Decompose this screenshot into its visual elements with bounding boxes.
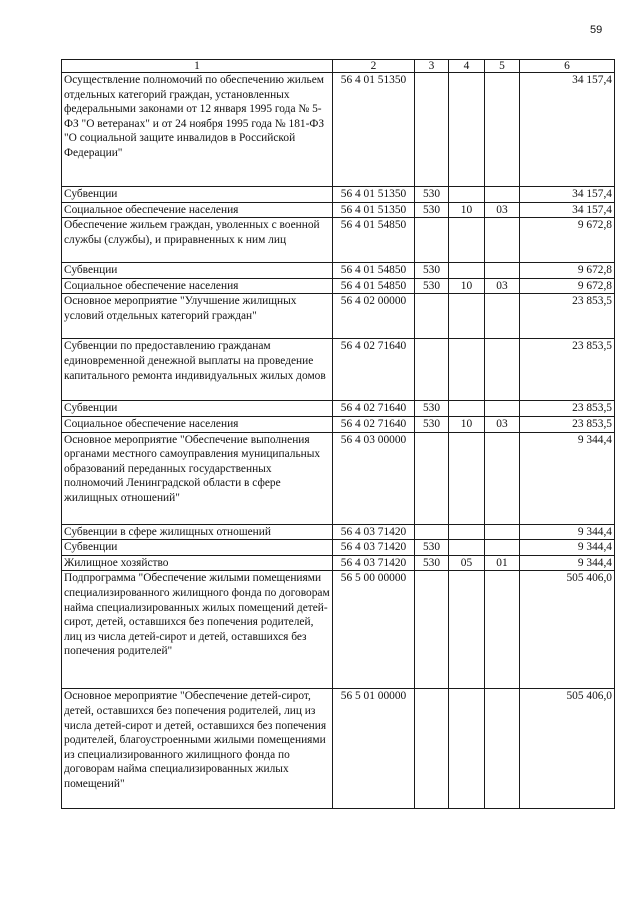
row-amount: 9 344,4 [520, 540, 615, 556]
row-amount: 505 406,0 [520, 689, 615, 809]
row-col4: 10 [449, 278, 485, 294]
column-header: 2 [333, 60, 415, 73]
row-col4 [449, 432, 485, 524]
table-row [62, 202, 615, 218]
row-name: Обеспечение жильем граждан, уволенных с военной службы (службы), и приравненных к ним лиц [62, 218, 333, 263]
row-name: Субвенции [62, 401, 333, 417]
row-code: 56 4 03 71420 [333, 540, 415, 556]
row-col5: 03 [485, 278, 520, 294]
row-col5: 01 [485, 555, 520, 571]
row-amount: 34 157,4 [520, 187, 615, 203]
budget-table [61, 59, 615, 809]
row-col5 [485, 540, 520, 556]
row-col4: 05 [449, 555, 485, 571]
row-amount: 505 406,0 [520, 571, 615, 689]
table-row [62, 294, 615, 339]
table-row [62, 571, 615, 689]
row-col3 [415, 339, 449, 401]
column-header: 6 [520, 60, 615, 73]
row-col5 [485, 263, 520, 279]
table-row [62, 416, 615, 432]
row-amount: 23 853,5 [520, 294, 615, 339]
row-name: Субвенции [62, 263, 333, 279]
table-row [62, 689, 615, 809]
row-amount: 34 157,4 [520, 202, 615, 218]
row-col3 [415, 432, 449, 524]
row-code: 56 4 01 51350 [333, 202, 415, 218]
row-col3: 530 [415, 187, 449, 203]
row-col5 [485, 432, 520, 524]
row-name: Осуществление полномочий по обеспечению жильем отдельных категорий граждан, установленных федеральными законами от 12 января 1995 года № 5-ФЗ "О ветеранах" и от 24 ноября 1995 года № 181-ФЗ "О социальной защите инвалидов в Российской Федерации" [62, 73, 333, 187]
row-col4 [449, 294, 485, 339]
row-code: 56 4 01 54850 [333, 218, 415, 263]
row-code: 56 4 02 00000 [333, 294, 415, 339]
row-col4 [449, 218, 485, 263]
row-col4 [449, 401, 485, 417]
row-col3 [415, 689, 449, 809]
row-col3 [415, 524, 449, 540]
row-col4 [449, 339, 485, 401]
row-col4 [449, 524, 485, 540]
row-name: Субвенции [62, 540, 333, 556]
row-code: 56 4 01 54850 [333, 278, 415, 294]
row-col3 [415, 218, 449, 263]
row-name: Основное мероприятие "Улучшение жилищных условий отдельных категорий граждан" [62, 294, 333, 339]
row-col4 [449, 571, 485, 689]
column-header: 4 [449, 60, 485, 73]
row-col3: 530 [415, 540, 449, 556]
row-name: Жилищное хозяйство [62, 555, 333, 571]
row-name: Социальное обеспечение населения [62, 278, 333, 294]
row-name: Основное мероприятие "Обеспечение детей-сирот, детей, оставшихся без попечения родителей, лиц из числа детей-сирот и детей, оставшихся без попечения родителей, благоустроенными жилыми помещениями из специализированного жилищного фонда по договорам найма специализированных жилых помещений" [62, 689, 333, 809]
table-header-row [62, 60, 615, 73]
table-row [62, 263, 615, 279]
row-name: Социальное обеспечение населения [62, 416, 333, 432]
row-col5: 03 [485, 202, 520, 218]
table-row [62, 339, 615, 401]
row-amount: 9 344,4 [520, 524, 615, 540]
row-name: Социальное обеспечение населения [62, 202, 333, 218]
table-row [62, 187, 615, 203]
row-col5 [485, 401, 520, 417]
row-col5 [485, 294, 520, 339]
table-row [62, 73, 615, 187]
row-code: 56 4 01 51350 [333, 73, 415, 187]
row-col5 [485, 689, 520, 809]
row-amount: 23 853,5 [520, 401, 615, 417]
row-col3 [415, 571, 449, 689]
row-col3: 530 [415, 401, 449, 417]
row-col5 [485, 524, 520, 540]
row-col4 [449, 689, 485, 809]
row-code: 56 4 02 71640 [333, 416, 415, 432]
table-row [62, 278, 615, 294]
row-amount: 9 672,8 [520, 218, 615, 263]
row-col5 [485, 73, 520, 187]
row-col4 [449, 187, 485, 203]
column-header: 5 [485, 60, 520, 73]
row-code: 56 5 01 00000 [333, 689, 415, 809]
row-amount: 23 853,5 [520, 339, 615, 401]
table-row [62, 524, 615, 540]
table-row [62, 432, 615, 524]
column-header: 1 [62, 60, 333, 73]
row-col4 [449, 73, 485, 187]
column-header: 3 [415, 60, 449, 73]
table-row [62, 540, 615, 556]
row-code: 56 4 02 71640 [333, 339, 415, 401]
row-code: 56 4 03 71420 [333, 555, 415, 571]
row-amount: 9 344,4 [520, 432, 615, 524]
row-name: Субвенции по предоставлению гражданам единовременной денежной выплаты на проведение капитального ремонта индивидуальных жилых домов [62, 339, 333, 401]
row-code: 56 4 01 51350 [333, 187, 415, 203]
row-name: Субвенции [62, 187, 333, 203]
row-col4 [449, 263, 485, 279]
row-code: 56 4 01 54850 [333, 263, 415, 279]
row-col3: 530 [415, 202, 449, 218]
row-code: 56 4 02 71640 [333, 401, 415, 417]
table-row [62, 401, 615, 417]
row-col5 [485, 571, 520, 689]
table-row [62, 555, 615, 571]
row-code: 56 5 00 00000 [333, 571, 415, 689]
row-amount: 34 157,4 [520, 73, 615, 187]
row-amount: 9 672,8 [520, 278, 615, 294]
row-amount: 23 853,5 [520, 416, 615, 432]
row-name: Основное мероприятие "Обеспечение выполнения органами местного самоуправления муниципальных образований переданных государственных полномочий Ленинградской области в сфере жилищных отношений" [62, 432, 333, 524]
row-code: 56 4 03 00000 [333, 432, 415, 524]
row-col4 [449, 540, 485, 556]
row-col3 [415, 73, 449, 187]
row-col4: 10 [449, 416, 485, 432]
row-amount: 9 672,8 [520, 263, 615, 279]
row-col3: 530 [415, 416, 449, 432]
row-col5 [485, 218, 520, 263]
row-name: Подпрограмма "Обеспечение жилыми помещениями специализированного жилищного фонда по договорам найма специализированных жилых помещений детей-сирот, детей, оставшихся без попечения родителей, лиц из числа детей-сирот и детей, оставшихся без попечения родителей" [62, 571, 333, 689]
row-name: Субвенции в сфере жилищных отношений [62, 524, 333, 540]
row-col5 [485, 187, 520, 203]
row-col5 [485, 339, 520, 401]
row-col5: 03 [485, 416, 520, 432]
row-amount: 9 344,4 [520, 555, 615, 571]
table-row [62, 218, 615, 263]
row-col3: 530 [415, 263, 449, 279]
row-col3 [415, 294, 449, 339]
row-col4: 10 [449, 202, 485, 218]
row-col3: 530 [415, 278, 449, 294]
row-code: 56 4 03 71420 [333, 524, 415, 540]
row-col3: 530 [415, 555, 449, 571]
page-number: 59 [590, 24, 603, 36]
